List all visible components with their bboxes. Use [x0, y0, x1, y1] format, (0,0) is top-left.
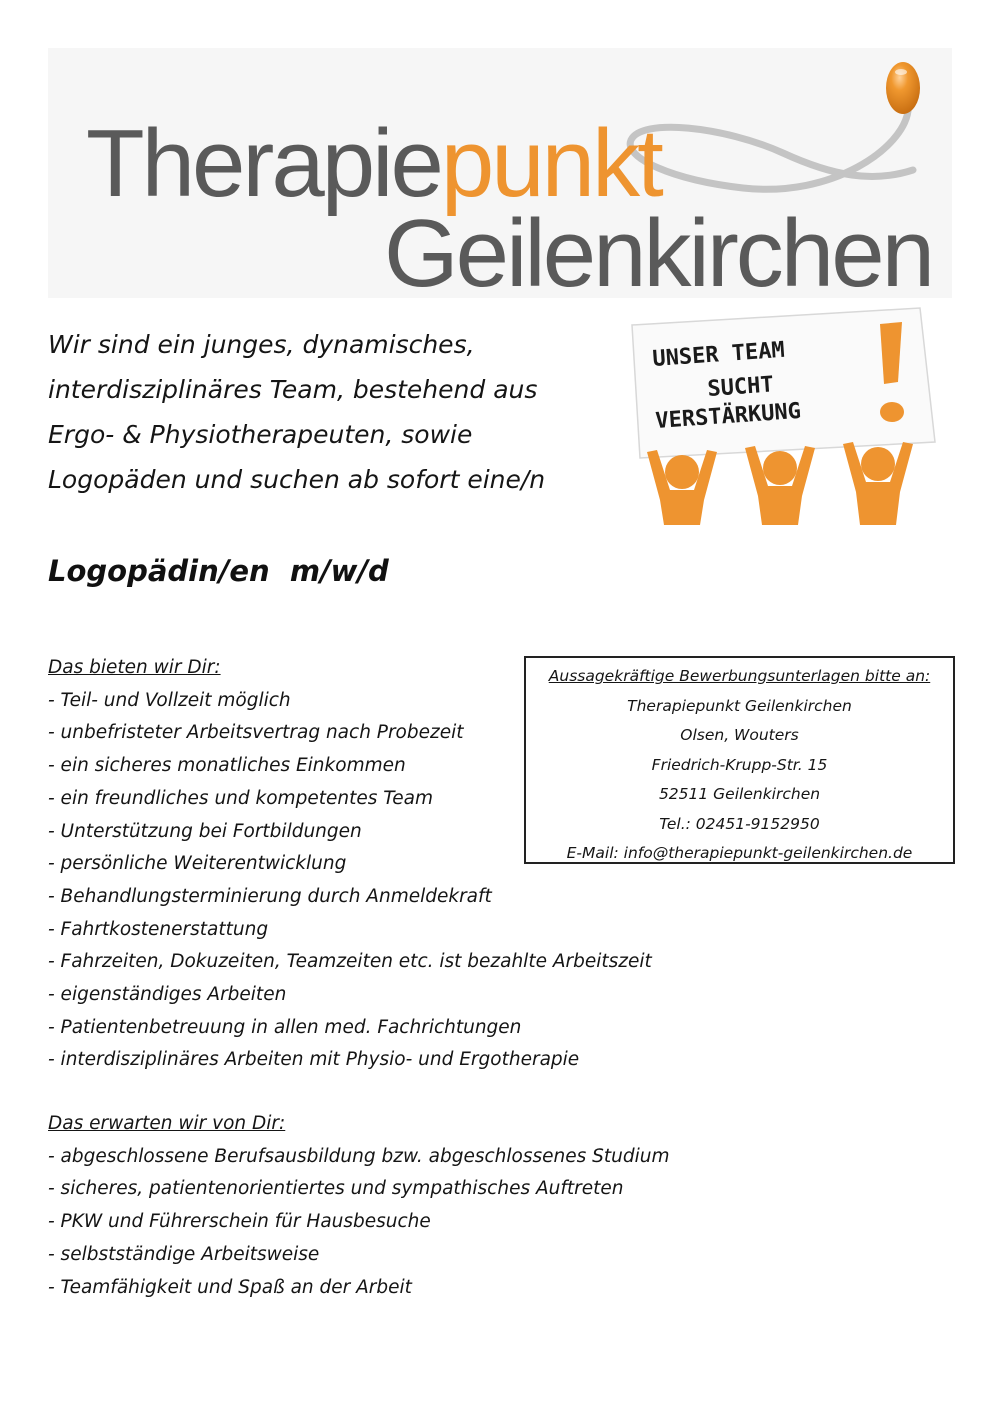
intro-line: Logopäden und suchen ab sofort eine/n — [48, 465, 546, 494]
logo-therapie: Therapie — [86, 110, 441, 217]
intro-line: interdisziplinäres Team, bestehend aus — [48, 375, 538, 404]
sign-line-3: VERSTÄRKUNG — [654, 398, 802, 434]
offer-item: - ein sicheres monatliches Einkommen — [48, 755, 406, 777]
expect-item: - PKW und Führerschein für Hausbesuche — [48, 1211, 431, 1233]
expect-item: - sicheres, patientenorientiertes und sympathisches Auftreten — [48, 1178, 624, 1200]
offer-item: - Patientenbetreuung in allen med. Fachrichtungen — [48, 1016, 522, 1038]
offer-item: - eigenständiges Arbeiten — [48, 984, 287, 1006]
offer-item: - Fahrzeiten, Dokuzeiten, Teamzeiten etc. ist bezahlte Arbeitszeit — [48, 951, 652, 973]
contact-street: Friedrich-Krupp-Str. 15 — [651, 755, 828, 774]
offer-item: - Fahrtkostenerstattung — [48, 918, 269, 940]
logo-header — [48, 48, 952, 307]
offer-item: - interdisziplinäres Arbeiten mit Physio- und Ergotherapie — [48, 1049, 580, 1071]
offer-item: - Teil- und Vollzeit möglich — [48, 689, 291, 711]
position-title: Logopädin/en m/w/d — [48, 554, 389, 588]
logo-text-line2: Geilenkirchen — [384, 200, 932, 307]
expect-item: - Teamfähigkeit und Spaß an der Arbeit — [48, 1276, 412, 1298]
contact-box — [524, 656, 955, 864]
team-sign-illustration — [620, 300, 950, 530]
intro-line: Ergo- & Physiotherapeuten, sowie — [48, 420, 473, 449]
offer-item: - Behandlungsterminierung durch Anmeldekraft — [48, 885, 492, 907]
offer-item: - ein freundliches und kompetentes Team — [48, 787, 433, 809]
offer-item: - persönliche Weiterentwicklung — [48, 853, 347, 875]
sign-line-2: SUCHT — [706, 372, 775, 402]
expect-section — [48, 1108, 670, 1304]
logo-punkt: punkt — [440, 110, 661, 217]
contact-email[interactable]: E-Mail: info@therapiepunkt-geilenkirchen.de — [566, 844, 913, 862]
contact-city: 52511 Geilenkirchen — [658, 785, 821, 803]
intro-line: Wir sind ein junges, dynamisches, — [48, 330, 475, 359]
sign-line-1: UNSER TEAM — [651, 337, 786, 372]
intro-paragraph — [48, 322, 545, 502]
logo-text-line1 — [86, 110, 661, 217]
contact-company: Therapiepunkt Geilenkirchen — [627, 696, 852, 715]
expect-item: - selbstständige Arbeitsweise — [48, 1243, 320, 1265]
contact-names: Olsen, Wouters — [680, 726, 799, 744]
offer-item: - Unterstützung bei Fortbildungen — [48, 820, 362, 842]
contact-phone: Tel.: 02451-9152950 — [659, 814, 820, 833]
offer-heading: Das bieten wir Dir: — [48, 657, 221, 678]
contact-heading: Aussagekräftige Bewerbungsunterlagen bitte an: — [548, 667, 931, 685]
expect-item: - abgeschlossene Berufsausbildung bzw. abgeschlossenes Studium — [48, 1145, 670, 1167]
expect-heading: Das erwarten wir von Dir: — [48, 1113, 286, 1134]
offer-item: - unbefristeter Arbeitsvertrag nach Probezeit — [48, 722, 464, 744]
